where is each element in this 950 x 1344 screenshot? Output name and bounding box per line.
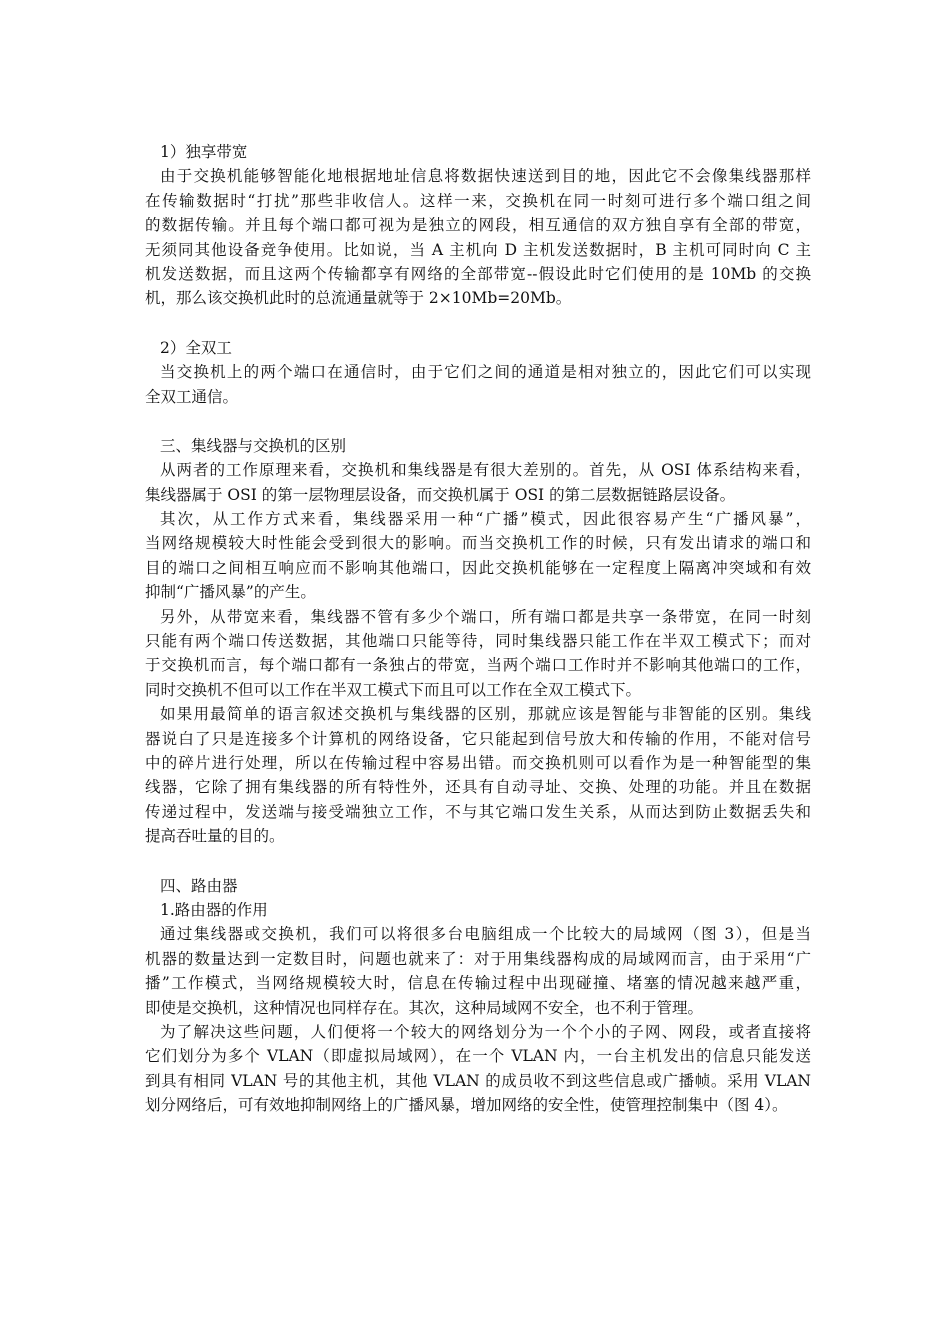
section-heading: 2）全双工 [160, 338, 232, 357]
section-hub-vs-switch [145, 434, 811, 849]
text-line: 在传输数据时“打扰”那些非收信人。这样一来，交换机在同一时刻可进行多个端口组之间 [145, 191, 811, 210]
text-line: 同时交换机不但可以工作在半双工模式下而且可以工作在全双工模式下。 [145, 680, 642, 699]
text-line: 机发送数据，而且这两个传输都享有网络的全部带宽--假设此时它们使用的是 10Mb 的交换 [145, 264, 811, 283]
text-line: 于交换机而言，每个端口都有一条独占的带宽，当两个端口工作时并不影响其他端口的工作， [145, 656, 811, 675]
text-line: 其次，从工作方式来看，集线器采用一种“广播”模式，因此很容易产生“广播风暴”， [160, 510, 811, 529]
text-line: 目的端口之间相互响应而不影响其他端口，因此交换机能够在一定程度上隔离冲突域和有效 [145, 558, 811, 577]
text-line: 全双工通信。 [145, 387, 239, 406]
text-line: 通过集线器或交换机，我们可以将很多台电脑组成一个比较大的局域网（图 3），但是当 [160, 925, 811, 944]
text-line: 如果用最简单的语言叙述交换机与集线器的区别，那就应该是智能与非智能的区别。集线 [160, 705, 811, 724]
text-line: 只能有两个端口传送数据，其他端口只能等待，同时集线器只能工作在半双工模式下；而对 [145, 632, 811, 651]
text-line: 到具有相同 VLAN 号的其他主机，其他 VLAN 的成员收不到这些信息或广播帧。采用 VLAN [145, 1071, 811, 1090]
section-full-duplex [145, 336, 811, 409]
text-line: 无须同其他设备竞争使用。比如说，当 A 主机向 D 主机发送数据时，B 主机可同时向 C 主 [145, 240, 811, 259]
text-line: 集线器属于 OSI 的第一层物理层设备，而交换机属于 OSI 的第二层数据链路层设备。 [145, 485, 736, 504]
section-heading: 四、路由器 [160, 876, 238, 895]
text-line: 另外，从带宽来看，集线器不管有多少个端口，所有端口都是共享一条带宽，在同一时刻 [160, 607, 811, 626]
section-exclusive-bandwidth [145, 140, 811, 311]
text-line: 中的碎片进行处理，所以在传输过程中容易出错。而交换机则可以看作为是一种智能型的集 [145, 753, 811, 772]
text-line: 的数据传输。并且每个端口都可视为是独立的网段，相互通信的双方独自享有全部的带宽， [145, 216, 811, 235]
text-line: 器说白了只是连接多个计算机的网络设备，它只能起到信号放大和传输的作用，不能对信号 [145, 729, 811, 748]
section-heading: 三、集线器与交换机的区别 [160, 436, 347, 455]
document-page [145, 140, 811, 1142]
section-heading: 1）独享带宽 [160, 143, 248, 161]
text-line: 传递过程中，发送端与接受端独立工作，不与其它端口发生关系，从而达到防止数据丢失和 [145, 802, 811, 821]
text-line: 当交换机上的两个端口在通信时，由于它们之间的通道是相对独立的，因此它们可以实现 [160, 363, 811, 382]
text-line: 为了解决这些问题，人们便将一个较大的网络划分为一个个小的子网、网段，或者直接将 [160, 1022, 811, 1041]
text-line: 机，那么该交换机此时的总流通量就等于 2×10Mb=20Mb。 [145, 289, 572, 308]
text-line: 由于交换机能够智能化地根据地址信息将数据快速送到目的地，因此它不会像集线器那样 [160, 167, 811, 186]
text-line: 线器，它除了拥有集线器的所有特性外，还具有自动寻址、交换、处理的功能。并且在数据 [145, 778, 811, 797]
text-line: 提高吞吐量的目的。 [145, 827, 285, 846]
text-line: 从两者的工作原理来看，交换机和集线器是有很大差别的。首先，从 OSI 体系结构来看， [160, 461, 811, 480]
text-line: 当网络规模较大时性能会受到很大的影响。而当交换机工作的时候，只有发出请求的端口和 [145, 534, 811, 553]
section-router [145, 874, 811, 1118]
text-line: 抑制“广播风暴”的产生。 [145, 583, 316, 602]
text-line: 播”工作模式，当网络规模较大时，信息在传输过程中出现碰撞、堵塞的情况越来越严重， [145, 974, 811, 993]
subsection-heading: 1.路由器的作用 [160, 900, 268, 919]
text-line: 即使是交换机，这种情况也同样存在。其次，这种局域网不安全，也不利于管理。 [145, 998, 704, 1017]
text-line: 划分网络后，可有效地抑制网络上的广播风暴，增加网络的安全性，使管理控制集中（图 4）。 [145, 1096, 788, 1115]
text-line: 机器的数量达到一定数目时，问题也就来了：对于用集线器构成的局域网而言，由于采用“广 [145, 949, 811, 968]
text-line: 它们划分为多个 VLAN（即虚拟局域网），在一个 VLAN 内，一台主机发出的信息只能发送 [145, 1047, 811, 1066]
